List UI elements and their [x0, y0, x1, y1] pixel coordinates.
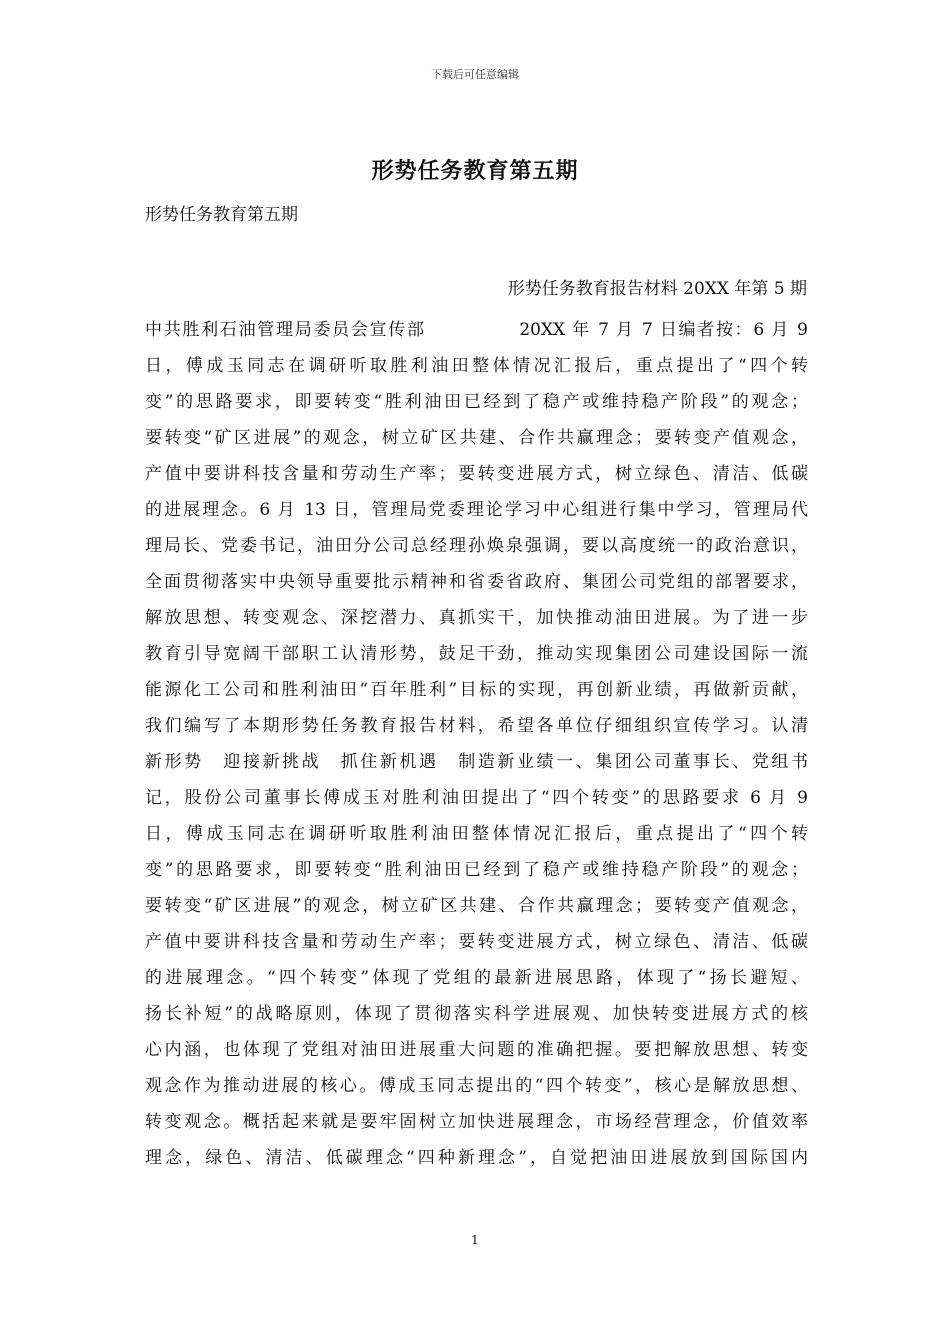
body-line: 变”的思路要求，即要转变“胜利油田已经到了稳产或维持稳产阶段”的观念； — [145, 392, 808, 412]
body-line: 心内涵，也体现了党组对油田进展重大问题的准确把握。要把解放思想、转变 — [145, 1040, 808, 1060]
body-line: 中共胜利石油管理局委员会宣传部 20XX 年 7 月 7 日编者按：6 月 9 — [145, 320, 808, 340]
body-line: 新形势 迎接新挑战 抓住新机遇 制造新业绩一、集团公司董事长、党组书 — [145, 752, 808, 772]
body-line: 转变观念。概括起来就是要牢固树立加快进展理念，市场经营理念，价值效率 — [145, 1112, 808, 1132]
body-line: 解放思想、转变观念、深挖潜力、真抓实干，加快推动油田进展。为了进一步 — [145, 608, 808, 628]
body-line: 产值中要讲科技含量和劳动生产率；要转变进展方式，树立绿色、清洁、低碳 — [145, 932, 808, 952]
body-line: 扬长补短”的战略原则，体现了贯彻落实科学进展观、加快转变进展方式的核 — [145, 1004, 808, 1024]
body-line: 观念作为推动进展的核心。傅成玉同志提出的“四个转变”，核心是解放思想、 — [145, 1076, 808, 1096]
body-line: 日，傅成玉同志在调研听取胜利油田整体情况汇报后，重点提出了“四个转 — [145, 824, 808, 844]
body-line: 的进展理念。“四个转变”体现了党组的最新进展思路，体现了“扬长避短、 — [145, 968, 808, 988]
body-line: 的进展理念。6 月 13 日，管理局党委理论学习中心组进行集中学习，管理局代 — [145, 500, 808, 520]
body-line: 记，股份公司董事长傅成玉对胜利油田提出了“四个转变”的思路要求 6 月 9 — [145, 788, 808, 808]
body-line: 要转变“矿区进展”的观念，树立矿区共建、合作共赢理念；要转变产值观念， — [145, 896, 808, 916]
body-line: 全面贯彻落实中央领导重要批示精神和省委省政府、集团公司党组的部署要求， — [145, 572, 808, 592]
body-line: 要转变“矿区进展”的观念，树立矿区共建、合作共赢理念；要转变产值观念， — [145, 428, 808, 448]
document-title: 形势任务教育第五期 — [371, 158, 579, 184]
body-line: 变”的思路要求，即要转变“胜利油田已经到了稳产或维持稳产阶段”的观念； — [145, 860, 808, 880]
report-issue-line: 形势任务教育报告材料 20XX 年第 5 期 — [507, 279, 807, 299]
document-subtitle: 形势任务教育第五期 — [145, 205, 298, 225]
page-number: 1 — [471, 1233, 479, 1247]
body-line: 日，傅成玉同志在调研听取胜利油田整体情况汇报后，重点提出了“四个转 — [145, 356, 808, 376]
body-line: 教育引导宽阔干部职工认清形势，鼓足干劲，推动实现集团公司建设国际一流 — [145, 644, 808, 664]
body-line: 理局长、党委书记，油田分公司总经理孙焕泉强调，要以高度统一的政治意识， — [145, 536, 808, 556]
body-line: 能源化工公司和胜利油田“百年胜利”目标的实现，再创新业绩，再做新贡献， — [145, 680, 808, 700]
body-line: 产值中要讲科技含量和劳动生产率；要转变进展方式，树立绿色、清洁、低碳 — [145, 464, 808, 484]
body-line: 理念，绿色、清洁、低碳理念“四种新理念”，自觉把油田进展放到国际国内 — [145, 1148, 808, 1168]
page-header-note: 下载后可任意编辑 — [431, 68, 519, 81]
body-line: 我们编写了本期形势任务教育报告材料，希望各单位仔细组织宣传学习。认清 — [145, 716, 808, 736]
body-text — [145, 312, 808, 1176]
